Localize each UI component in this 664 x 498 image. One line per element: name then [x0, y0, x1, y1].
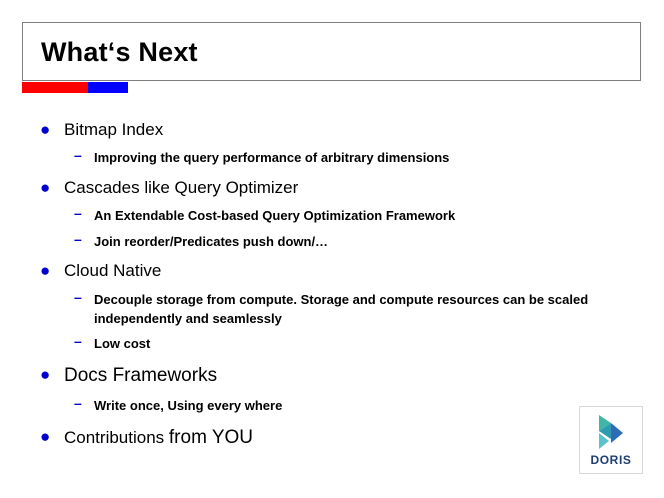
doris-logo-icon [597, 413, 627, 451]
doris-logo [579, 406, 643, 474]
contributions-label: Contributions [64, 428, 169, 447]
bullet-icon: ● [40, 365, 51, 384]
bullet-item-cloud-native: Cloud Native [64, 261, 162, 280]
accent-bar-red [22, 82, 88, 93]
from-you-label: from YOU [168, 427, 253, 448]
bullet-item-docs-frameworks: Docs Frameworks [64, 365, 218, 386]
title-box [22, 22, 641, 81]
bullet-icon: ● [40, 427, 51, 446]
bullet-item-bitmap-index: Bitmap Index [64, 120, 164, 139]
dash-icon: – [74, 231, 82, 247]
bullet-icon: ● [40, 261, 51, 280]
bullet-icon: ● [40, 120, 51, 139]
sub-item: Low cost [94, 336, 151, 351]
bullet-item-query-optimizer: Cascades like Query Optimizer [64, 178, 299, 197]
logo-text: DORIS [590, 453, 632, 467]
dash-icon: – [74, 333, 82, 349]
dash-icon: – [74, 205, 82, 221]
dash-icon: – [74, 289, 82, 305]
sub-item: Write once, Using every where [94, 398, 283, 413]
slide-title: What‘s Next [41, 37, 198, 67]
sub-item: An Extendable Cost-based Query Optimization Framework [94, 208, 456, 223]
sub-item: Join reorder/Predicates push down/… [94, 234, 329, 249]
dash-icon: – [74, 395, 82, 411]
bullet-icon: ● [40, 178, 51, 197]
accent-bar-blue [88, 82, 128, 93]
sub-item: Decouple storage from compute. Storage and compute resources can be scaled independently and seamlessly [94, 292, 589, 326]
dash-icon: – [74, 147, 82, 163]
bullet-item-contributions [64, 427, 253, 449]
sub-item: Improving the query performance of arbitrary dimensions [94, 150, 450, 165]
